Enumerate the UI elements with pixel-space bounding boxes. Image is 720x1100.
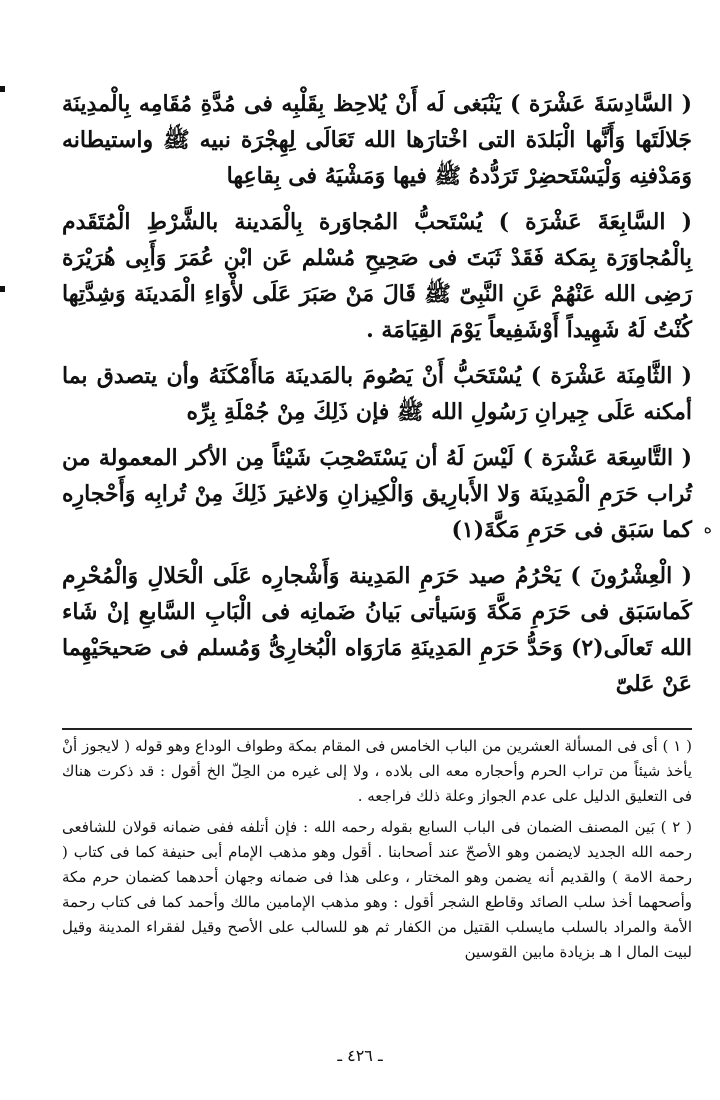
- footnote: ( ١ ) أى فى المسألة العشرين من الباب الخامس فى المقام بمكة وطواف الوداع وهو قوله ( لايجوز أنْ يأخذ شيئاً من تراب الحرم وأحجاره معه الى بلاده ، ولا إلى غيره من الحِلّ الخ أقول : قد ذكرت هناك فى التعليق الدليل على عدم الجواز وعلة ذلك فراجعه .: [62, 737, 692, 805]
- footnote: ( ٢ ) بَين المصنف الضمان فى الباب السابع بقوله رحمه الله : فإن أتلفه ففى ضمانه قولان للشافعى رحمه الله الجديد لايضمن وهو الأصحّ عند أصحابنا . أقول وهو مذهب الإمام أبى حنيفة كما فى كتاب ( رحمة الامة ) والقديم أنه يضمن وهو المختار ، وعلى هذا فى ضمانه وجهان أحدهما كضمان حرم مكة وأصحهما أخذ سلب الصائد وقاطع الشجر أقول : وهو مذهب الإمامين مالك وأحمد كما فى كتاب رحمة الأمة والمراد بالسلب مايسلب القتيل من الكفار ثم هو للسالب على الأصح وقيل لفقراء المدينة وقيل لبيت المال ا هـ بزيادة مابين القوسين: [62, 818, 692, 961]
- paragraph: ( التَّاسِعَة عَشْرَة ) لَيْسَ لَهُ أن يَسْتَصْحِبَ شَيْئاً مِن الأكر المعمولة من تُراب حَرَمِ الْمَدِينَة وَلا الأَبارِيق وَالْكِيزانِ وَلاغيرَ ذَلِكَ مِنْ تُرابِه وَأَحْجارِه كما سَبَق فى حَرَمِ مَكَّةَ(١): [62, 445, 692, 543]
- paragraph: ( الثَّامِنَة عَشْرَة ) يُسْتَحَبُّ أَنْ يَصُومَ بالمَدينَة مَاأَمْكَنَهُ وأن يتصدق بما أمكنه عَلَى جِيرانِ رَسُولِ الله ﷺ فإن ذَلِكَ مِنْ جُمْلَةِ بِرِّه: [62, 363, 692, 425]
- paragraph: ( السَّابِعَةَ عَشْرَة ) يُسْتَحبُّ المُجاوَرة بِالْمَدينة بالشَّرْطِ الْمُتَقَدم بِالْمُجاوَرَة بِمَكة فَقَدْ ثَبَتَ فى صَحِيحِ مُسْلم عَن ابْنِ عُمَرَ وَأَبِى هُرَيْرَة رَضِى الله عَنْهُمْ عَنِ النَّبِىّ ﷺ قَالَ مَنْ صَبَرَ عَلَى لأْوَاءِ الْمَدينَة وَشِدَّتِها كُنْتُ لَهُ شَهِيداً أَوْشَفِيعاً يَوْمَ القِيَامَة .: [62, 209, 692, 343]
- page-number: ـ ٤٢٦ ـ: [337, 1046, 383, 1065]
- footnotes: [62, 734, 692, 971]
- footnote-divider: [62, 728, 692, 730]
- paragraph: ( الْعِشْرُونَ ) يَحْرُمُ صيد حَرَمِ المَدِينة وَأَشْجارِه عَلَى الْحَلالِ وَالْمُحْرِم كَماسَبَق فى حَرَمِ مَكَّةَ وَسَيأتى بَيانُ ضَمانِه فى الْبَابِ السَّابعِ إنْ شَاء الله تَعالَى(٢) وَحَدُّ حَرَمِ المَدِينَةِ مَارَوَاه الْبُخارِىُّ وَمُسلم فى صَحيحَيْهِما عَنْ عَلىّ: [62, 563, 692, 697]
- main-text-body: [62, 86, 692, 712]
- page-edge-mark: [0, 286, 5, 292]
- page-edge-mark: [0, 86, 5, 92]
- paragraph: ( السَّادِسَةَ عَشْرَة ) يَنْبَغى لَه أَنْ يُلاحِظ بِقَلْبِه فى مُدَّةِ مُقَامِه بِالْمدِينَة جَلالَتَها وَأَنَّها الْبَلدَة التى اخْتارَها الله تَعَالَى لِهِجْرَة نبيه ﷺ واستيطانه وَمَدْفنِه وَلْيَسْتَحضِرْ تَرَدُّدهُ ﷺ فيها وَمَشْيَهُ فى بِقاعِها: [62, 91, 692, 189]
- margin-note-marker: ه: [703, 518, 712, 537]
